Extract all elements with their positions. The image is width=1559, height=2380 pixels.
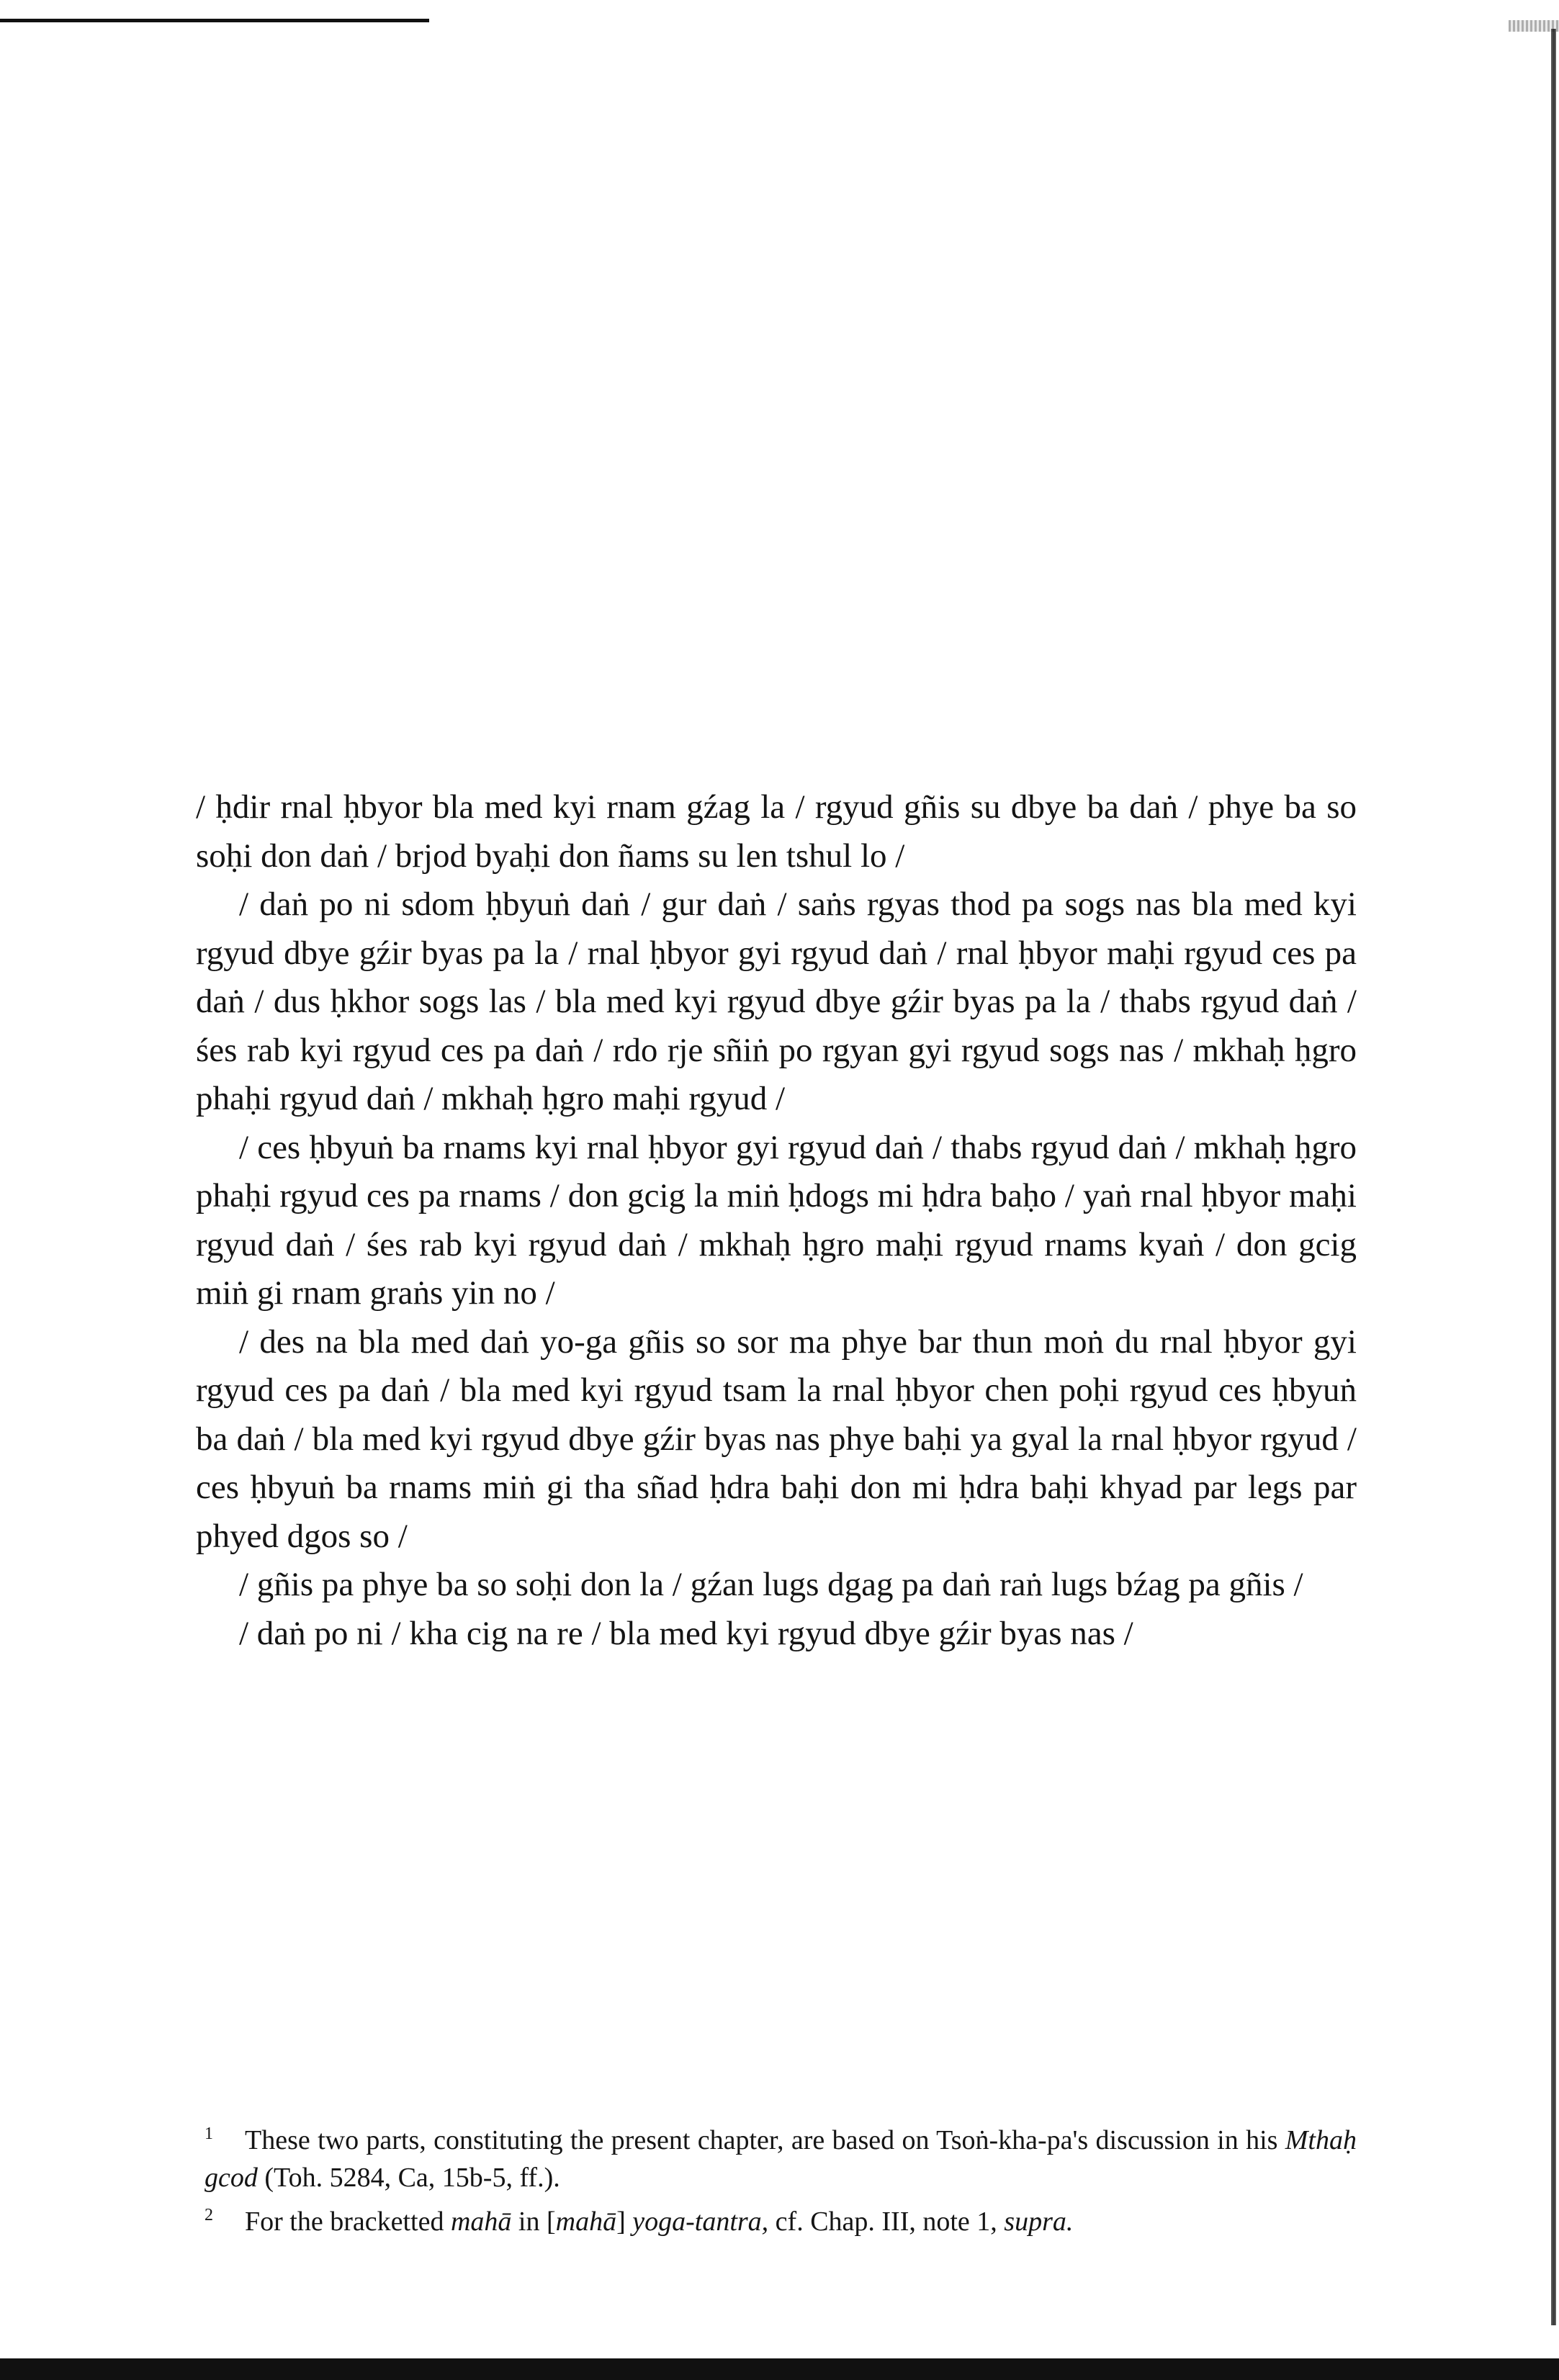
paragraph-6: / daṅ po ni / kha cig na re / bla med kyi rgyud dbye gźir byas nas / — [239, 1614, 1133, 1652]
footnote-italic: mahā — [555, 2207, 617, 2237]
paragraph-4: / des na bla med daṅ yo-ga gñis so sor ma phye bar thun moṅ du rnal ḥbyor gyi rgyud ces pa daṅ / bla med kyi rgyud tsam la rnal ḥbyor chen poḥi rgyud ces ḥbyuṅ ba daṅ / bla med kyi rgyud dbye gźir byas nas phye baḥi ya gyal la rnal ḥbyor rgyud / ces ḥbyuṅ ba rnams miṅ gi tha sñad ḥdra baḥi don mi ḥdra baḥi khyad par legs par phyed dgos so / — [196, 1322, 1357, 1555]
main-text-block — [196, 783, 1357, 1658]
page-edge-shadow — [1551, 29, 1556, 2325]
footnote-text: in [ — [511, 2207, 556, 2237]
footnote-text: These two parts, constituting the present chapter, are based on Tsoṅ-kha-pa's discussion in his — [245, 2125, 1285, 2155]
paragraph-3: / ces ḥbyuṅ ba rnams kyi rnal ḥbyor gyi rgyud daṅ / thabs rgyud daṅ / mkhaḥ ḥgro phaḥi rgyud ces pa rnams / don gcig la miṅ ḥdogs mi ḥdra baḥo / yaṅ rnal ḥbyor maḥi rgyud daṅ / śes rab kyi rgyud daṅ / mkhaḥ ḥgro maḥi rgyud rnams kyaṅ / don gcig miṅ gi rnam graṅs yin no / — [196, 1128, 1357, 1312]
footnote-marker: 1 — [205, 2124, 213, 2143]
footnote-italic: yoga-tantra, — [632, 2207, 769, 2237]
footnotes — [205, 2115, 1357, 2240]
paragraph-2: / daṅ po ni sdom ḥbyuṅ daṅ / gur daṅ / saṅs rgyas thod pa sogs nas bla med kyi rgyud dbye gźir byas pa la / rnal ḥbyor gyi rgyud daṅ / rnal ḥbyor maḥi rgyud ces pa daṅ / dus ḥkhor sogs las / bla med kyi rgyud dbye gźir byas pa la / thabs rgyud daṅ / śes rab kyi rgyud ces pa daṅ / rdo rje sñiṅ po rgyan gyi rgyud sogs nas / mkhaḥ ḥgro phaḥi rgyud daṅ / mkhaḥ ḥgro maḥi rgyud / — [196, 885, 1357, 1117]
footnote-1 — [205, 2115, 1357, 2196]
footnote-italic: supra. — [1004, 2207, 1074, 2237]
footnote-text: cf. Chap. III, note 1, — [768, 2207, 1005, 2237]
footnote-marker: 2 — [205, 2206, 213, 2225]
footnote-title-italic: Mthaḥ gcod — [205, 2125, 1357, 2193]
footnote-text: (Toh. 5284, Ca, 15b-5, ff.). — [257, 2163, 560, 2193]
paragraph-5: / gñis pa phye ba so soḥi don la / gźan lugs dgag pa daṅ raṅ lugs bźag pa gñis / — [239, 1566, 1303, 1603]
paragraph-1: / ḥdir rnal ḥbyor bla med kyi rnam gźag la / rgyud gñis su dbye ba daṅ / phye ba so soḥi don daṅ / brjod byaḥi don ñams su len tshul lo / — [196, 788, 1357, 875]
footnote-2 — [205, 2196, 1357, 2240]
footnote-italic: mahā — [450, 2207, 512, 2237]
bottom-scan-border — [0, 2358, 1559, 2380]
footnote-text: For the bracketted — [245, 2207, 451, 2237]
top-rule — [0, 19, 429, 22]
footnote-text: ] — [616, 2207, 633, 2237]
